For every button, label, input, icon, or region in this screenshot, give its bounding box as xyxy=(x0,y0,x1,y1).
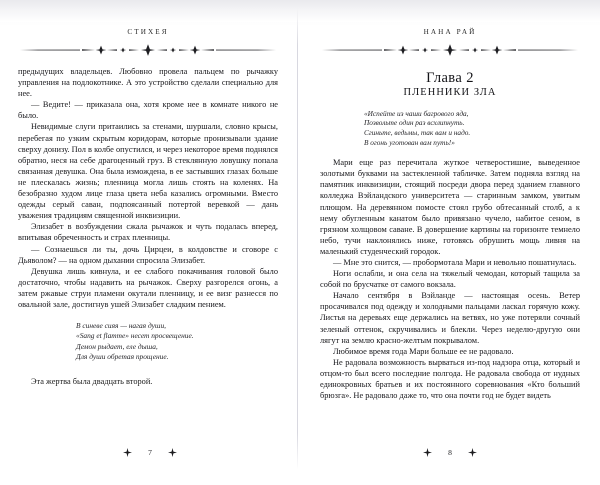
paragraph: Мари еще раз перечитала жуткое четверостишие, выведенное золотыми буквами на застекленной табличке. Затем подняла взгляд на памятник инквизиции, стоящий посреди двора перед зданием главного колледжа Вэйландского университета — старинным замком, увитым плющом. На деревянном помосте стоял грубо обтесанный столб, а к нему обугленным канатом было привязано чучело, набитое сеном, в грязном холщовом саване. В довершение картины на горизонте темнело небо, тучи наклонялись ниже, готовясь обрушить мощь ливня на маленький студенческий городок. xyxy=(320,158,580,256)
paragraph: Начало сентября в Вэйланде — настоящая осень. Ветер просачивался под одежду и холодными пальцами ласкал горячую кожу. Листья на деревьях еще держались на ветвях, но уже потеряли сочный зеленый оттенок, скручивались и блекли. Через неделю-другую они лягут на землю красно-желтым покрывалом. xyxy=(320,291,580,345)
epigraph-line: «Испейте из чаши багрового яда, xyxy=(364,108,469,118)
verse-line: Для души обретая прощение. xyxy=(76,352,169,362)
chapter-title: ПЛЕННИКИ ЗЛА xyxy=(403,87,497,98)
star-ornament-icon xyxy=(168,448,177,457)
verse-line: Демон рыдает, еле дыша, xyxy=(76,341,158,351)
left-running-head: СТИХЕЯ xyxy=(127,28,169,36)
right-page xyxy=(300,0,600,485)
ornamental-divider-icon xyxy=(320,43,580,57)
right-folio xyxy=(300,448,600,457)
paragraph: предыдущих владельцев. Любовно провела пальцем по рычажку управления на подлокотнике. А это устройство сделали специально для нее. xyxy=(18,67,278,99)
epigraph-line: Позвольте один раз всхлипнуть. xyxy=(364,118,465,128)
page-number: 7 xyxy=(148,448,152,457)
paragraph: Элизабет в возбуждении сжала рычажок и чуть подалась вперед, впитывая обреченность и страх пленницы. xyxy=(18,222,278,243)
verse-line: В синеве сияя — нагая души, xyxy=(76,321,167,331)
chapter-number: Глава 2 xyxy=(426,70,474,86)
star-ornament-icon xyxy=(468,448,477,457)
epigraph-block xyxy=(320,109,580,149)
paragraph: — Ведите! — приказала она, хотя кроме нее в комнате никого не было. xyxy=(18,100,278,121)
paragraph: Ноги ослабли, и она села на тяжелый чемодан, который тащила за собой по брусчатке от самого вокзала. xyxy=(320,269,580,290)
right-running-head: НАНА РАЙ xyxy=(423,28,477,36)
verse-line: «Sang et flamme» несет просвещение. xyxy=(76,331,194,341)
left-page-body xyxy=(18,66,278,310)
star-ornament-icon xyxy=(123,448,132,457)
paragraph: Девушка лишь кивнула, и ее слабого покачивания головой было достаточно, чтобы надавить на рычажок. Сверху разгорелся огонь, а затем ржавые струи пламени окутали пленницу, и ее визг разнесся по овальной зале, достигнув ушей Элизабет сладким пением. xyxy=(18,266,278,309)
epigraph-line: В огонь уготован вам путь!» xyxy=(364,138,455,148)
ornamental-divider-icon xyxy=(18,43,278,57)
paragraph: Невидимые слуги притаились за стенами, шуршали, словно крысы, перебегая по узким скрытым коридорам, которые пронизывали здание сверху донизу. Пол в колбе опустился, и через некоторое время поднялся обратно, неся на себе драгоценный груз. В стеклянную ловушку попала связанная девушка. Она была измождена, в ее застывших глазах больше не плескалась жизнь; пленница могла лишь стоять на коленях. На безобразно худом лице глаза цвета неба казались огромными. Вместо одежды серый саван, подпоясанный потертой веревкой — дань уважения традициям священной инквизиции. xyxy=(18,122,278,221)
paragraph: — Сознаешься ли ты, дочь Цирцеи, в колдовстве и сговоре с Дьяволом? — на одном дыхании спросила Элизабет. xyxy=(18,244,278,265)
left-folio xyxy=(0,448,300,457)
paragraph: Не радовала возможность вырваться из-под надзора отца, который и отцом-то был всего последние полгода. Не радовала свобода от нудных единокровных братьев и их постоянного соревнования «Кто больший брюзга». Не радовало даже то, что она почти год не будет видеть xyxy=(320,357,580,401)
closing-line: Эта жертва была двадцать второй. xyxy=(31,376,153,386)
right-page-body xyxy=(320,157,580,401)
chapter-heading xyxy=(320,70,580,100)
page-number: 8 xyxy=(448,448,452,457)
epigraph-line: Сгиньте, ведьмы, так вам и надо. xyxy=(364,128,471,138)
star-ornament-icon xyxy=(423,448,432,457)
paragraph: Любимое время года Мари больше ее не радовало. xyxy=(333,346,514,356)
page-gutter xyxy=(297,8,298,470)
verse-block xyxy=(18,321,278,363)
paragraph: — Мне это снится, — пробормотала Мари и невольно пошатнулась. xyxy=(333,257,577,267)
